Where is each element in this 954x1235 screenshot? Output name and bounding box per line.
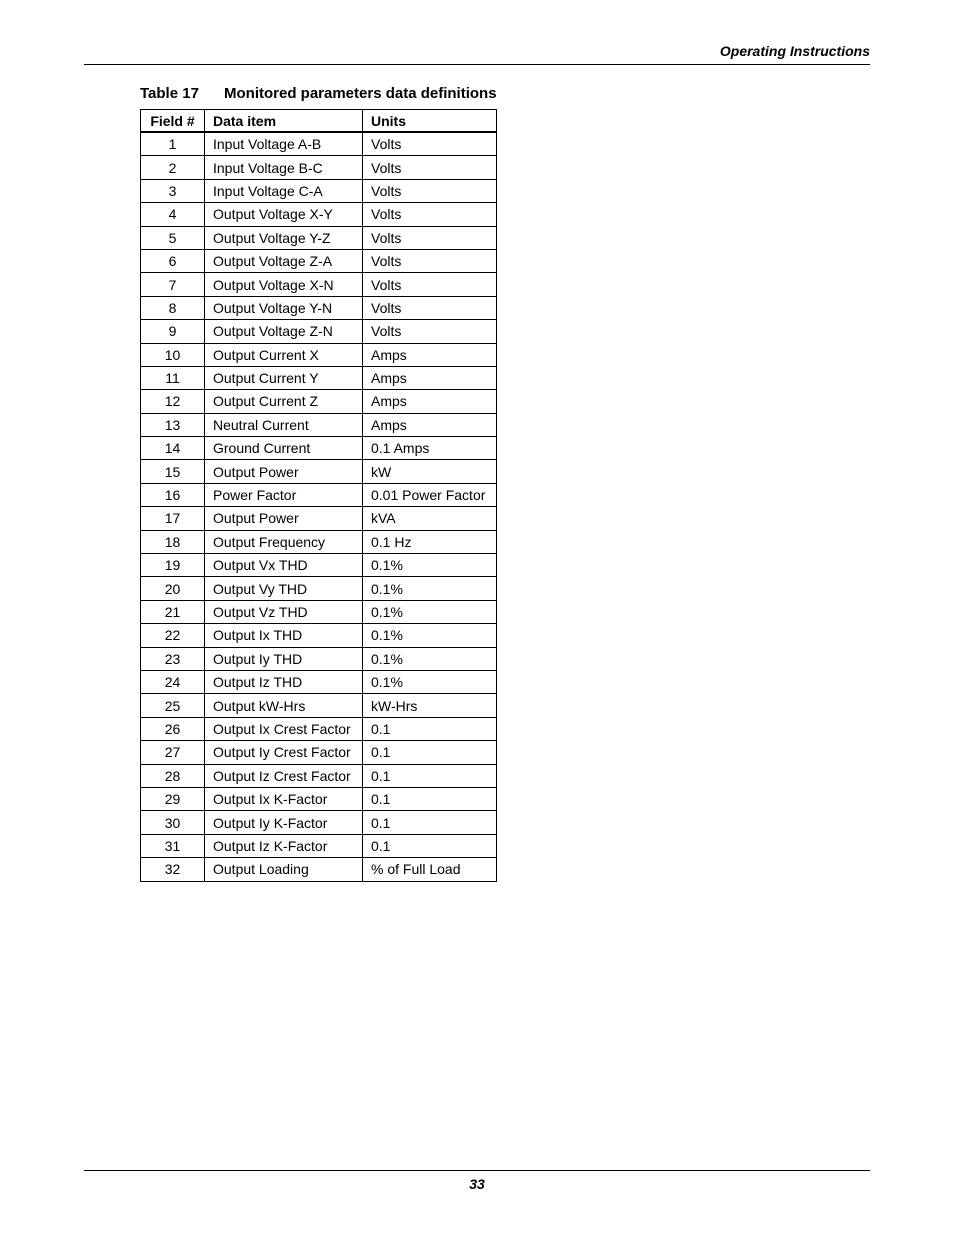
units-cell: Amps xyxy=(363,366,497,389)
table-row xyxy=(141,179,497,202)
units-cell: Volts xyxy=(363,156,497,179)
units-cell: 0.1 xyxy=(363,811,497,834)
units-cell: 0.1 Amps xyxy=(363,437,497,460)
units-cell: Amps xyxy=(363,390,497,413)
data-item-cell: Output Ix Crest Factor xyxy=(205,717,363,740)
units-cell: Volts xyxy=(363,296,497,319)
table-row xyxy=(141,437,497,460)
table-row xyxy=(141,741,497,764)
table-row xyxy=(141,203,497,226)
field-number-cell: 24 xyxy=(141,670,205,693)
field-number-cell: 20 xyxy=(141,577,205,600)
units-cell: 0.1% xyxy=(363,647,497,670)
table-row xyxy=(141,343,497,366)
units-cell: % of Full Load xyxy=(363,858,497,881)
table-row xyxy=(141,366,497,389)
field-number-cell: 15 xyxy=(141,460,205,483)
units-cell: kW xyxy=(363,460,497,483)
units-cell: Volts xyxy=(363,132,497,156)
table-row xyxy=(141,647,497,670)
units-cell: 0.1 Hz xyxy=(363,530,497,553)
table-row xyxy=(141,858,497,881)
table-row xyxy=(141,811,497,834)
table-row xyxy=(141,530,497,553)
units-cell: 0.01 Power Factor xyxy=(363,483,497,506)
header-divider xyxy=(84,64,870,65)
units-cell: 0.1% xyxy=(363,554,497,577)
data-item-cell: Output Voltage X-N xyxy=(205,273,363,296)
units-cell: 0.1% xyxy=(363,670,497,693)
table-row xyxy=(141,577,497,600)
units-cell: 0.1 xyxy=(363,717,497,740)
field-number-cell: 17 xyxy=(141,507,205,530)
units-cell: kVA xyxy=(363,507,497,530)
data-item-cell: Output Power xyxy=(205,507,363,530)
field-number-cell: 27 xyxy=(141,741,205,764)
data-item-cell: Output Current Z xyxy=(205,390,363,413)
page-number: 33 xyxy=(469,1176,485,1192)
field-number-cell: 31 xyxy=(141,834,205,857)
data-item-cell: Input Voltage A-B xyxy=(205,132,363,156)
data-item-cell: Output Iz THD xyxy=(205,670,363,693)
data-item-cell: Ground Current xyxy=(205,437,363,460)
field-number-cell: 22 xyxy=(141,624,205,647)
table-row xyxy=(141,296,497,319)
table-row xyxy=(141,507,497,530)
table-row xyxy=(141,460,497,483)
table-row xyxy=(141,764,497,787)
units-cell: 0.1% xyxy=(363,600,497,623)
table-row xyxy=(141,554,497,577)
data-item-cell: Output Loading xyxy=(205,858,363,881)
units-cell: Volts xyxy=(363,273,497,296)
table-row xyxy=(141,624,497,647)
field-number-cell: 16 xyxy=(141,483,205,506)
field-number-cell: 7 xyxy=(141,273,205,296)
data-item-cell: Output Iy THD xyxy=(205,647,363,670)
table-row xyxy=(141,694,497,717)
table-row xyxy=(141,249,497,272)
running-header-title: Operating Instructions xyxy=(719,43,870,59)
units-cell: Volts xyxy=(363,226,497,249)
data-item-cell: Input Voltage B-C xyxy=(205,156,363,179)
column-header-data-item: Data item xyxy=(205,110,363,133)
table-row xyxy=(141,132,497,156)
units-cell: 0.1 xyxy=(363,787,497,810)
table-header-row xyxy=(141,110,497,133)
data-item-cell: Power Factor xyxy=(205,483,363,506)
field-number-cell: 26 xyxy=(141,717,205,740)
data-item-cell: Output Ix K-Factor xyxy=(205,787,363,810)
field-number-cell: 14 xyxy=(141,437,205,460)
field-number-cell: 32 xyxy=(141,858,205,881)
field-number-cell: 9 xyxy=(141,320,205,343)
footer-divider xyxy=(84,1170,870,1171)
table-caption xyxy=(140,85,497,102)
table-row xyxy=(141,273,497,296)
table-row xyxy=(141,600,497,623)
data-item-cell: Neutral Current xyxy=(205,413,363,436)
data-item-cell: Output Current Y xyxy=(205,366,363,389)
units-cell: kW-Hrs xyxy=(363,694,497,717)
field-number-cell: 21 xyxy=(141,600,205,623)
table-row xyxy=(141,483,497,506)
units-cell: 0.1 xyxy=(363,741,497,764)
monitored-parameters-table xyxy=(140,109,497,882)
table-row xyxy=(141,717,497,740)
field-number-cell: 28 xyxy=(141,764,205,787)
field-number-cell: 25 xyxy=(141,694,205,717)
data-item-cell: Output Iz K-Factor xyxy=(205,834,363,857)
table-row xyxy=(141,670,497,693)
table-row xyxy=(141,834,497,857)
units-cell: 0.1% xyxy=(363,624,497,647)
field-number-cell: 23 xyxy=(141,647,205,670)
table-row xyxy=(141,413,497,436)
data-item-cell: Output Vy THD xyxy=(205,577,363,600)
data-item-cell: Output Iy Crest Factor xyxy=(205,741,363,764)
table-row xyxy=(141,226,497,249)
column-header-units: Units xyxy=(363,110,497,133)
table-body xyxy=(141,132,497,881)
data-item-cell: Output Voltage Z-N xyxy=(205,320,363,343)
data-item-cell: Output Power xyxy=(205,460,363,483)
data-item-cell: Output Voltage Z-A xyxy=(205,249,363,272)
field-number-cell: 8 xyxy=(141,296,205,319)
units-cell: 0.1 xyxy=(363,834,497,857)
units-cell: Amps xyxy=(363,343,497,366)
field-number-cell: 18 xyxy=(141,530,205,553)
data-item-cell: Output Iz Crest Factor xyxy=(205,764,363,787)
table-row xyxy=(141,156,497,179)
units-cell: Volts xyxy=(363,203,497,226)
data-item-cell: Output Voltage Y-Z xyxy=(205,226,363,249)
units-cell: Volts xyxy=(363,320,497,343)
field-number-cell: 6 xyxy=(141,249,205,272)
data-item-cell: Output Vx THD xyxy=(205,554,363,577)
field-number-cell: 11 xyxy=(141,366,205,389)
field-number-cell: 4 xyxy=(141,203,205,226)
data-item-cell: Output Current X xyxy=(205,343,363,366)
field-number-cell: 13 xyxy=(141,413,205,436)
units-cell: 0.1 xyxy=(363,764,497,787)
data-item-cell: Output Ix THD xyxy=(205,624,363,647)
data-item-cell: Output Voltage X-Y xyxy=(205,203,363,226)
field-number-cell: 5 xyxy=(141,226,205,249)
field-number-cell: 3 xyxy=(141,179,205,202)
data-item-cell: Output Iy K-Factor xyxy=(205,811,363,834)
data-item-cell: Output Voltage Y-N xyxy=(205,296,363,319)
table-number: Table 17 xyxy=(140,85,199,102)
column-header-field-number: Field # xyxy=(141,110,205,133)
table-row xyxy=(141,787,497,810)
table-row xyxy=(141,390,497,413)
field-number-cell: 2 xyxy=(141,156,205,179)
field-number-cell: 30 xyxy=(141,811,205,834)
field-number-cell: 1 xyxy=(141,132,205,156)
data-item-cell: Input Voltage C-A xyxy=(205,179,363,202)
data-item-cell: Output kW-Hrs xyxy=(205,694,363,717)
data-item-cell: Output Frequency xyxy=(205,530,363,553)
units-cell: Volts xyxy=(363,249,497,272)
field-number-cell: 29 xyxy=(141,787,205,810)
units-cell: 0.1% xyxy=(363,577,497,600)
field-number-cell: 19 xyxy=(141,554,205,577)
data-item-cell: Output Vz THD xyxy=(205,600,363,623)
field-number-cell: 12 xyxy=(141,390,205,413)
table-header xyxy=(141,110,497,133)
units-cell: Volts xyxy=(363,179,497,202)
table-row xyxy=(141,320,497,343)
table-title: Monitored parameters data definitions xyxy=(224,85,497,102)
units-cell: Amps xyxy=(363,413,497,436)
field-number-cell: 10 xyxy=(141,343,205,366)
